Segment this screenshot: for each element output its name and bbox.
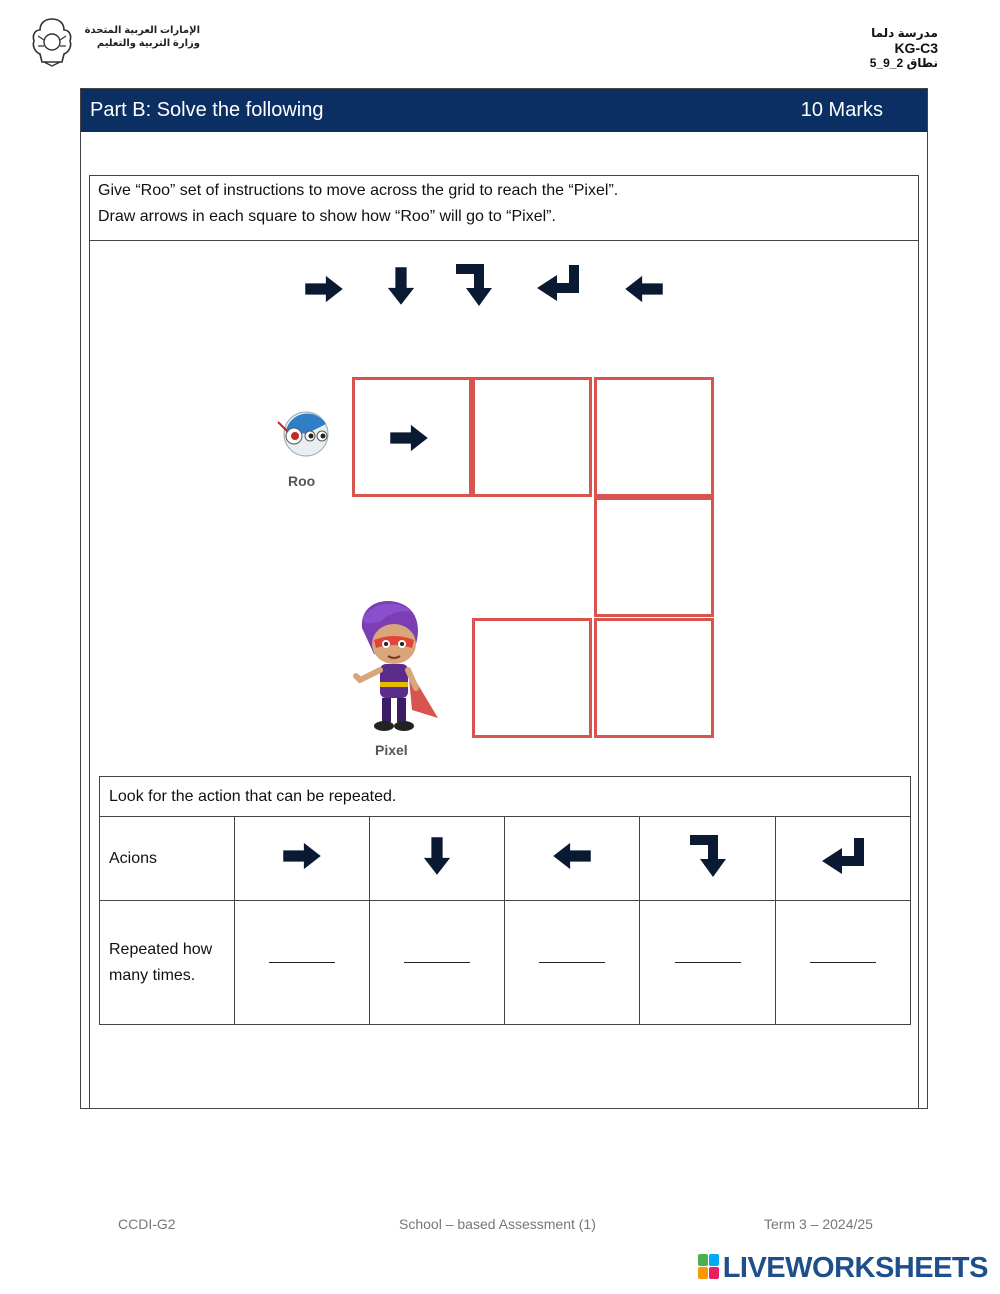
arrow-left-icon: [551, 841, 593, 871]
count-blank[interactable]: [775, 901, 910, 1025]
arrow-right-icon: [388, 423, 430, 453]
marks-label: 10 Marks: [800, 99, 883, 121]
grid-cell[interactable]: [472, 377, 592, 497]
part-title: Part B: Solve the following: [90, 99, 324, 121]
liveworksheets-logo-icon: [698, 1254, 720, 1280]
class-code: KG-C3: [894, 40, 938, 56]
action-cell: [505, 817, 640, 901]
instruction-line-2: Draw arrows in each square to show how “Roo” will go to “Pixel”.: [98, 208, 556, 225]
arrow-down-icon: [386, 265, 416, 307]
range-code: نطاق 2_9_5: [869, 56, 938, 70]
actions-label: Acions: [100, 817, 235, 901]
pixel-label: Pixel: [375, 742, 408, 758]
part-banner: [81, 89, 927, 132]
school-info: [870, 26, 938, 71]
action-cell: [369, 817, 504, 901]
count-blank[interactable]: [234, 901, 369, 1025]
arrow-right-icon: [303, 274, 345, 304]
arrow-right-icon: [281, 841, 323, 871]
arrow-left-icon: [623, 274, 665, 304]
action-cell: [234, 817, 369, 901]
footer-course: CCDI-G2: [118, 1216, 176, 1232]
liveworksheets-logo: [698, 1252, 988, 1285]
liveworksheets-text: LIVEWORKSHEETS: [722, 1252, 988, 1284]
action-cell: [640, 817, 775, 901]
arrow-down-icon: [422, 835, 452, 877]
grid-cell[interactable]: [594, 497, 714, 617]
repeated-label-line-1: Repeated how: [109, 940, 213, 958]
grid-cell-end[interactable]: [472, 618, 592, 738]
instructions: [89, 175, 919, 241]
repeated-label: [100, 901, 235, 1025]
turn-right-down-icon: [453, 262, 495, 308]
count-blank[interactable]: [640, 901, 775, 1025]
grid-cell[interactable]: [594, 377, 714, 497]
turn-up-left-icon: [535, 263, 581, 303]
instruction-line-1: Give “Roo” set of instructions to move across the grid to reach the “Pixel”.: [98, 182, 619, 199]
footer-term: Term 3 – 2024/25: [764, 1216, 873, 1232]
pixel-character: [350, 598, 446, 736]
uae-emblem-icon: [30, 16, 74, 68]
grid-cell[interactable]: [594, 618, 714, 738]
repeated-label-line-2: many times.: [109, 966, 196, 984]
count-blank[interactable]: [505, 901, 640, 1025]
ministry-line-2: وزارة التربية والتعليم: [96, 38, 200, 49]
table-header: Look for the action that can be repeated.: [100, 777, 911, 817]
roo-label: Roo: [288, 473, 316, 489]
turn-right-down-icon: [687, 833, 729, 879]
action-cell: [775, 817, 910, 901]
ministry-line-1: الإمارات العربية المتحدة: [84, 25, 200, 36]
count-blank[interactable]: [369, 901, 504, 1025]
turn-up-left-icon: [820, 836, 866, 876]
grid-cell-start[interactable]: [352, 377, 472, 497]
roo-character: [276, 410, 334, 460]
ministry-name: [82, 24, 200, 50]
actions-table: [99, 776, 911, 1025]
footer-assessment: School – based Assessment (1): [399, 1216, 596, 1232]
school-name: مدرسة دلما: [871, 26, 938, 40]
